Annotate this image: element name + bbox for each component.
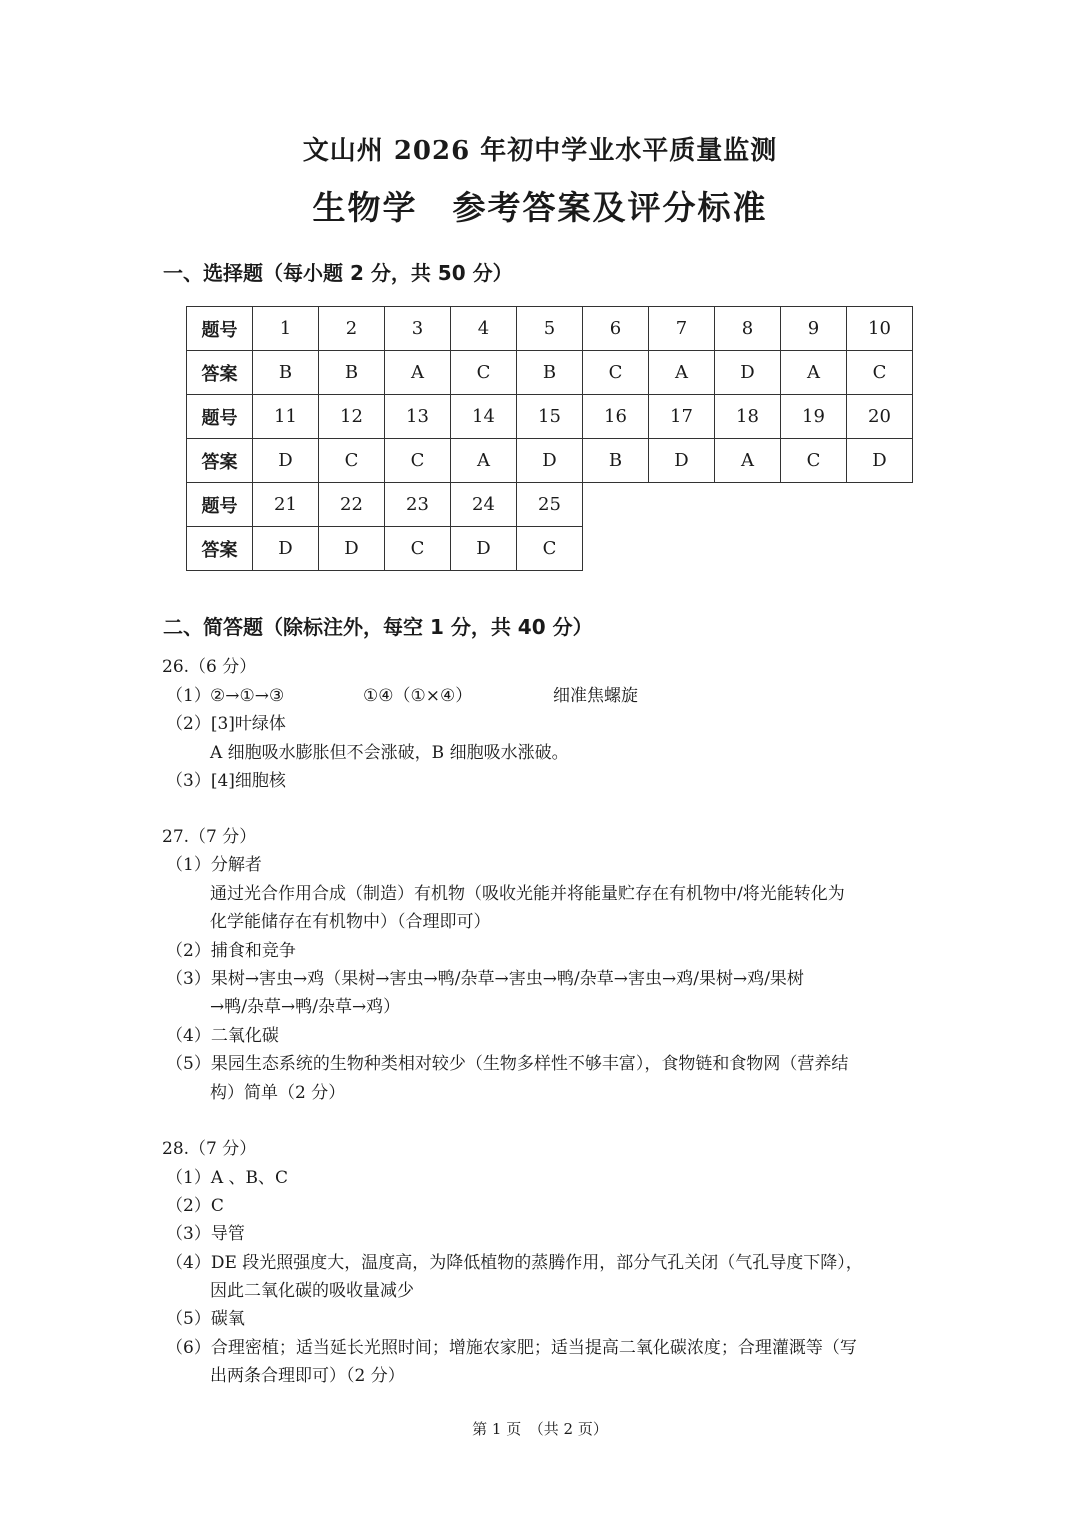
q26-part1-answer-a: ②→①→③: [210, 686, 285, 706]
table-row-numbers: [187, 395, 913, 439]
table-cell: D: [451, 527, 517, 571]
table-cell: D: [319, 527, 385, 571]
q27-title: 27.（7 分）: [162, 827, 257, 847]
q28-part2: （2）C: [166, 1196, 224, 1216]
table-cell: D: [649, 439, 715, 483]
row-label-number: 题号: [187, 307, 253, 351]
q28-part3: （3）导管: [166, 1224, 245, 1244]
table-cell: C: [781, 439, 847, 483]
table-cell: 11: [253, 395, 319, 439]
q26-part1-label: （1）: [166, 686, 211, 706]
row-label-answer: 答案: [187, 527, 253, 571]
table-cell: 23: [385, 483, 451, 527]
answer-table: [186, 306, 913, 571]
q28-title: 28.（7 分）: [162, 1139, 257, 1159]
table-cell: D: [517, 439, 583, 483]
q28-part6: （6）合理密植；适当延长光照时间；增施农家肥；适当提高二氧化碳浓度；合理灌溉等（写: [166, 1338, 857, 1358]
table-cell: D: [715, 351, 781, 395]
table-cell: 25: [517, 483, 583, 527]
table-cell: 14: [451, 395, 517, 439]
table-cell: C: [847, 351, 913, 395]
table-cell: 15: [517, 395, 583, 439]
table-cell: D: [847, 439, 913, 483]
table-row-numbers: [187, 483, 913, 527]
table-cell: A: [649, 351, 715, 395]
q28-part1: （1）A 、B、C: [166, 1168, 288, 1188]
table-cell: 4: [451, 307, 517, 351]
q27-part3: （3）果树→害虫→鸡（果树→害虫→鸭/杂草→害虫→鸭/杂草→害虫→鸡/果树→鸡/果树: [166, 969, 804, 989]
table-cell: 3: [385, 307, 451, 351]
table-row-answers: [187, 439, 913, 483]
table-cell: 1: [253, 307, 319, 351]
table-cell: 7: [649, 307, 715, 351]
document-title: 文山州 2026 年初中学业水平质量监测: [302, 136, 778, 166]
q28-part6-cont: 出两条合理即可）（2 分）: [210, 1366, 405, 1386]
page-number: 第 1 页 （共 2 页）: [472, 1420, 608, 1438]
q28-part5: （5）碳氧: [166, 1309, 245, 1329]
table-row-answers: [187, 527, 913, 571]
table-cell: B: [517, 351, 583, 395]
table-cell: 12: [319, 395, 385, 439]
table-cell: A: [385, 351, 451, 395]
table-cell: 21: [253, 483, 319, 527]
table-cell: 2: [319, 307, 385, 351]
section1-heading: 一、选择题（每小题 2 分，共 50 分）: [163, 261, 513, 285]
q27-part3-cont: →鸭/杂草→鸭/杂草→鸡）: [210, 997, 401, 1017]
table-cell: 6: [583, 307, 649, 351]
q26-part3: （3）[4]细胞核: [166, 771, 286, 791]
table-cell: C: [385, 527, 451, 571]
q27-part5: （5）果园生态系统的生物种类相对较少（生物多样性不够丰富），食物链和食物网（营养结: [166, 1054, 849, 1074]
q28-part4: （4）DE 段光照强度大，温度高，为降低植物的蒸腾作用，部分气孔关闭（气孔导度下降），: [166, 1253, 863, 1273]
table-cell: 8: [715, 307, 781, 351]
table-cell: C: [517, 527, 583, 571]
q28-part4-cont: 因此二氧化碳的吸收量减少: [210, 1281, 414, 1301]
table-cell: C: [583, 351, 649, 395]
table-cell: 16: [583, 395, 649, 439]
q27-part4: （4）二氧化碳: [166, 1026, 279, 1046]
document-subtitle: 生物学 参考答案及评分标准: [312, 188, 768, 227]
table-cell: D: [253, 527, 319, 571]
q26-part1-answer-c: 细准焦螺旋: [553, 686, 638, 706]
table-cell: 10: [847, 307, 913, 351]
table-cell: 24: [451, 483, 517, 527]
table-row-answers: [187, 351, 913, 395]
table-cell: B: [583, 439, 649, 483]
table-cell: 9: [781, 307, 847, 351]
q27-part1-cont1: 通过光合作用合成（制造）有机物（吸收光能并将能量贮存在有机物中/将光能转化为: [210, 884, 845, 904]
table-cell: 19: [781, 395, 847, 439]
q26-part2: （2）[3]叶绿体: [166, 714, 286, 734]
row-label-number: 题号: [187, 395, 253, 439]
table-cell: C: [319, 439, 385, 483]
row-label-answer: 答案: [187, 439, 253, 483]
table-cell: A: [715, 439, 781, 483]
table-cell: 18: [715, 395, 781, 439]
q27-part5-cont: 构）简单（2 分）: [210, 1083, 346, 1103]
table-cell: 17: [649, 395, 715, 439]
table-cell: 20: [847, 395, 913, 439]
table-cell: B: [253, 351, 319, 395]
table-cell: D: [253, 439, 319, 483]
table-cell: B: [319, 351, 385, 395]
table-cell: C: [451, 351, 517, 395]
table-cell: 22: [319, 483, 385, 527]
table-cell: 5: [517, 307, 583, 351]
row-label-number: 题号: [187, 483, 253, 527]
q27-part2: （2）捕食和竞争: [166, 941, 296, 961]
q26-part1-answer-b: ①④（①×④）: [363, 686, 473, 706]
row-label-answer: 答案: [187, 351, 253, 395]
q26-part2-cont: A 细胞吸水膨胀但不会涨破，B 细胞吸水涨破。: [210, 743, 569, 763]
section2-heading: 二、简答题（除标注外，每空 1 分，共 40 分）: [163, 615, 593, 639]
table-cell: A: [451, 439, 517, 483]
q27-part1-cont2: 化学能储存在有机物中）（合理即可）: [210, 912, 491, 932]
table-cell: C: [385, 439, 451, 483]
table-cell: A: [781, 351, 847, 395]
table-cell: 13: [385, 395, 451, 439]
q27-part1: （1）分解者: [166, 855, 262, 875]
table-row-numbers: [187, 307, 913, 351]
q26-title: 26.（6 分）: [162, 657, 257, 677]
